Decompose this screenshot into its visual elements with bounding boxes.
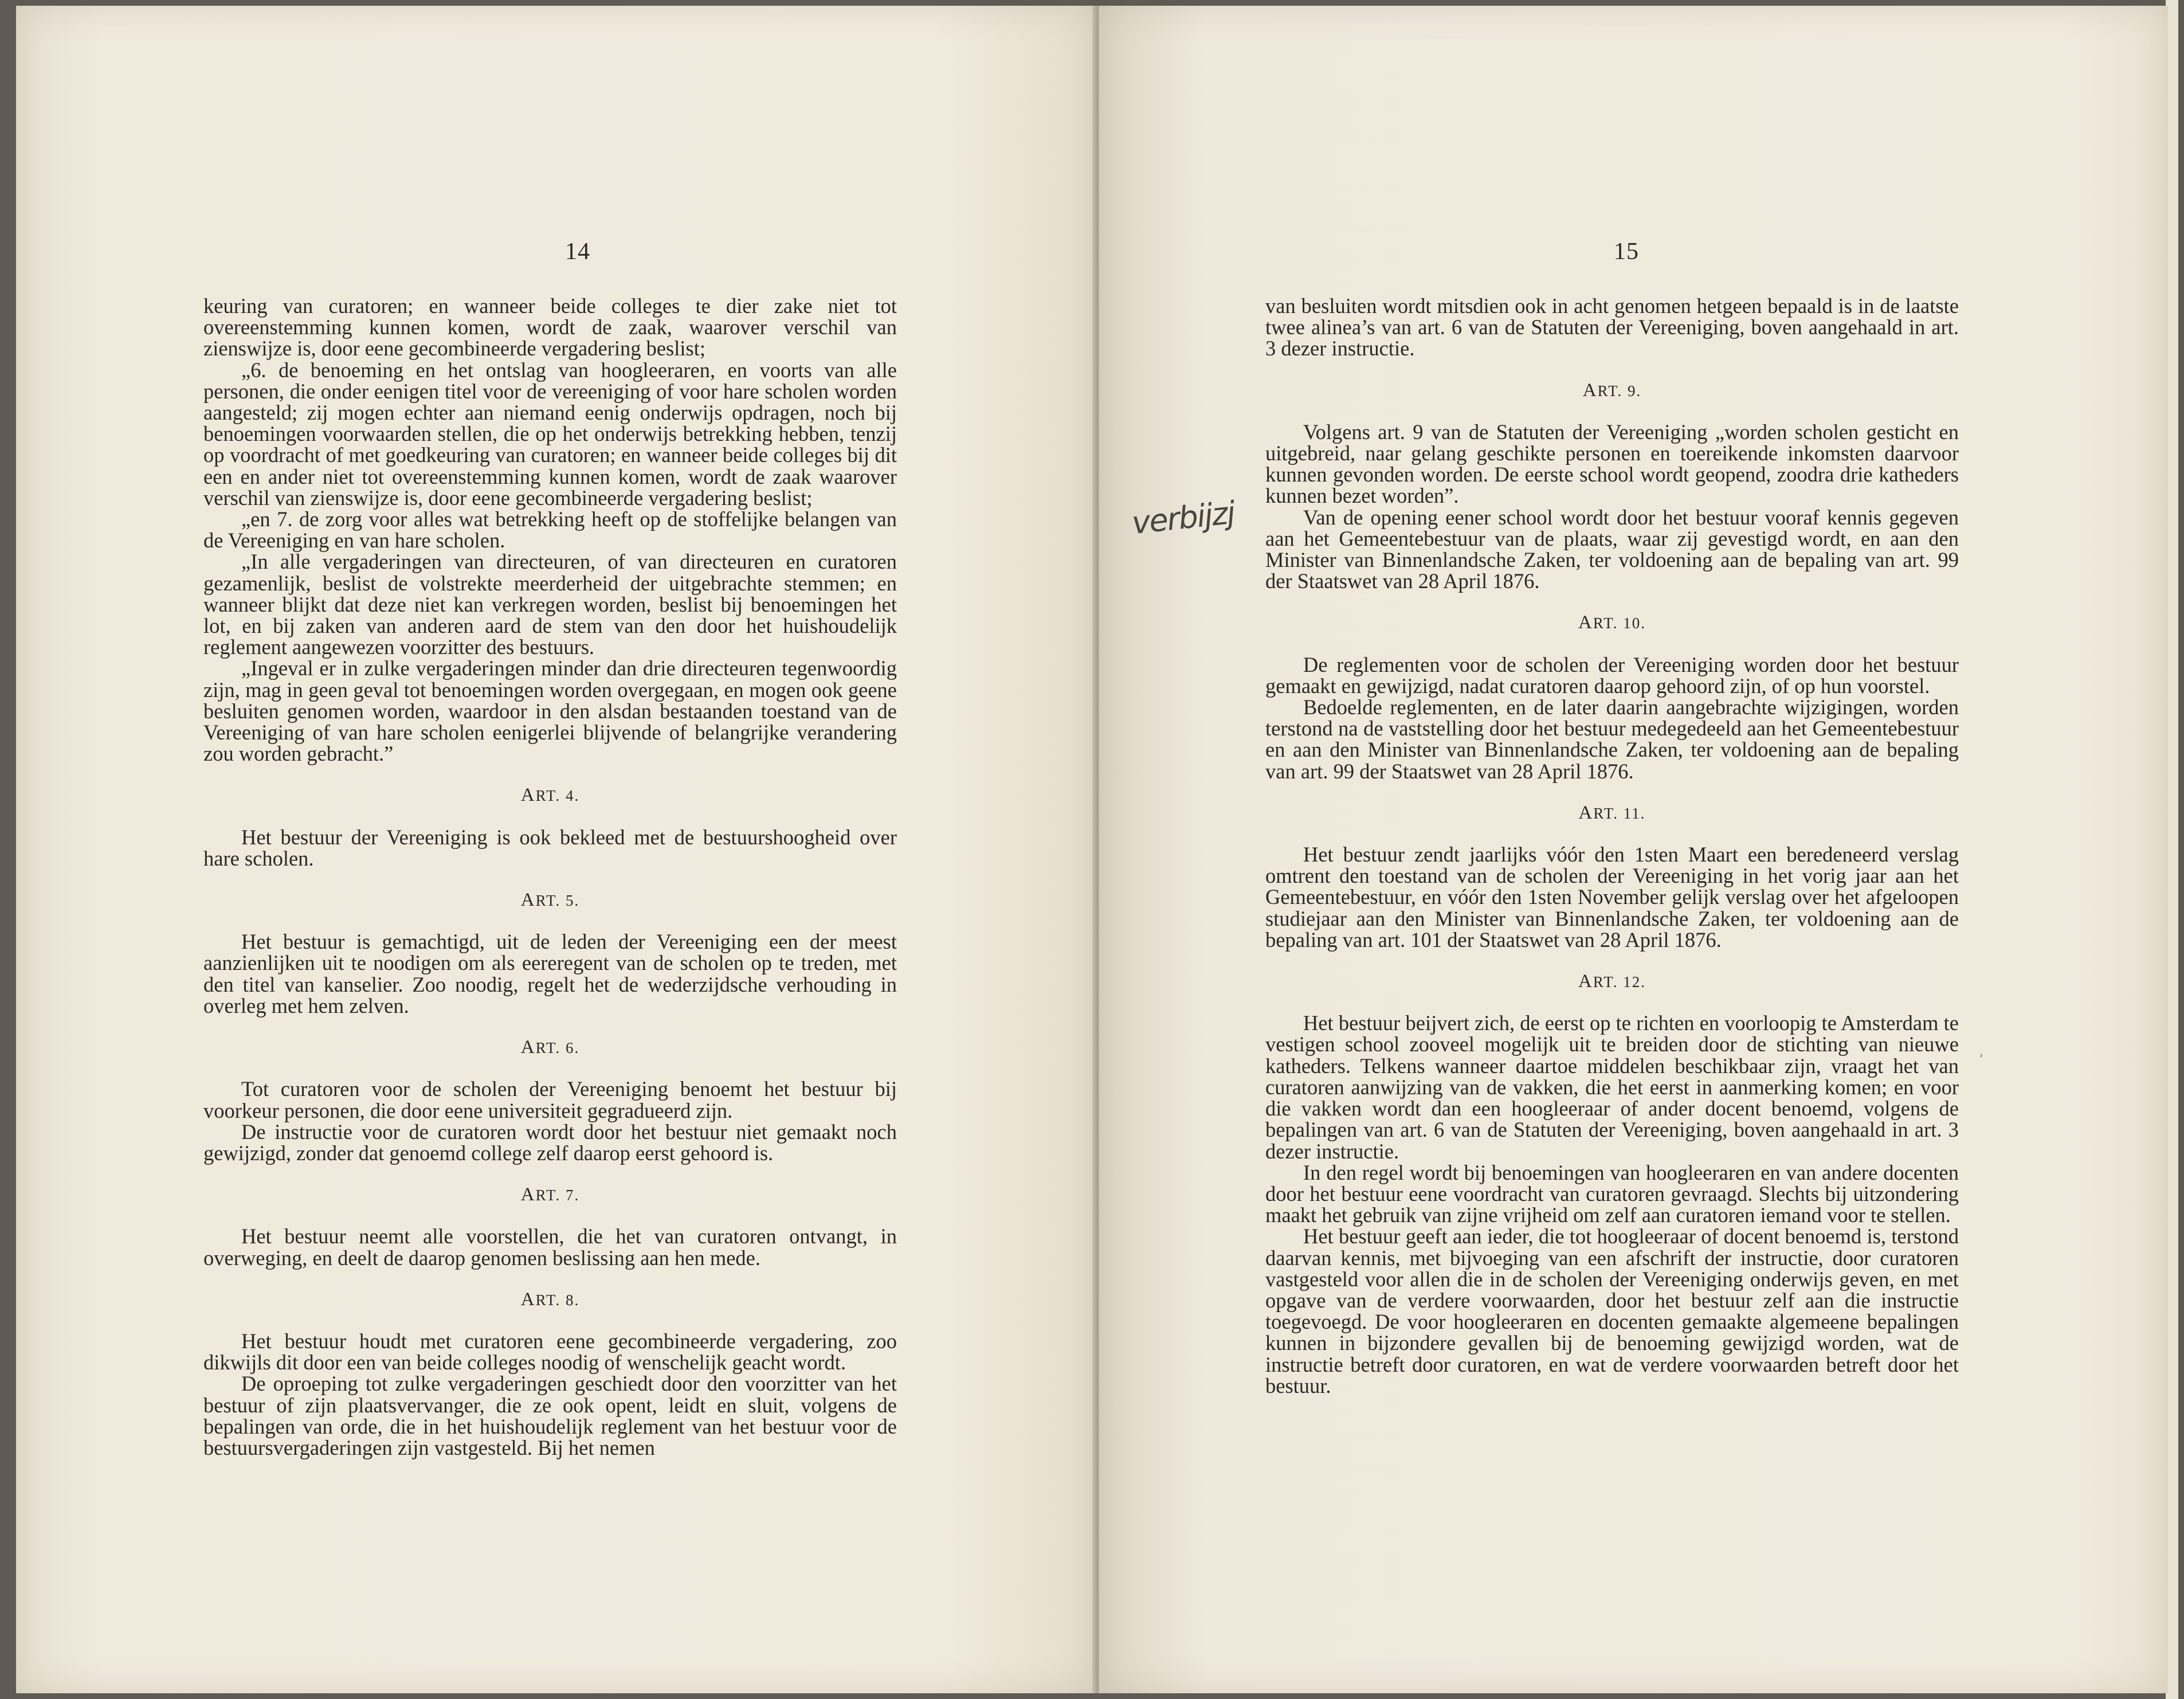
article-heading (203, 890, 897, 911)
article-heading-rest: RT. 6. (535, 1039, 580, 1057)
article-heading-initial: A (1578, 612, 1593, 633)
paragraph: „6. de benoeming en het ontslag van hoogleeraren, en voorts van alle personen, die onder eenigen titel voor de vereeniging of voor hare scholen worden aangesteld; zij mogen echter aan niemand eenig onderwijs opdragen, noch bij benoemingen voorwaarden stellen, die op het onderwijs betrekking hebben, tenzij op voordracht of met goedkeuring van curatoren; en wanneer beide colleges bij dit een en ander niet tot overeenstemming kunnen komen, wordt de zaak waarover verschil van zienswijze is, door eene gecombineerde vergadering beslist; (203, 358, 897, 510)
article-heading-rest: RT. 4. (535, 787, 580, 805)
page-number: 15 (1614, 238, 1639, 265)
paragraph: De oproeping tot zulke vergaderingen geschiedt door den voorzitter van het bestuur of zijn plaatsvervanger, die ze ook opent, leidt en sluit, volgens de bepalingen van orde, die in het huishoudelijk reglement van het bestuur voor de bestuursvergaderingen zijn vastgesteld. Bij het nemen (203, 1372, 897, 1459)
paragraph: Tot curatoren voor de scholen der Vereeniging benoemt het bestuur bij voorkeur personen, die door eene universiteit gegradueerd zijn. (203, 1077, 897, 1122)
right-page-text (1265, 295, 1959, 1396)
article-heading-rest: RT. 9. (1597, 382, 1642, 400)
right-page (1099, 6, 2168, 1693)
article-heading-rest: RT. 10. (1593, 614, 1646, 632)
article-heading-initial: A (1582, 379, 1598, 401)
article-heading-initial: A (520, 890, 536, 911)
article-heading (1265, 971, 1959, 993)
article-heading-rest: RT. 11. (1593, 804, 1646, 822)
paragraph: In den regel wordt bij benoemingen van hoogleeraren en van andere docenten door het bestuur eene voordracht van curatoren gevraagd. Slechts bij uitzondering maakt het gebruik van zijne vrijheid om zelf aan curatoren iemand voor te stellen. (1265, 1160, 1959, 1227)
article-heading (1265, 612, 1959, 634)
article-heading-rest: RT. 7. (535, 1187, 580, 1204)
article-heading-rest: RT. 8. (535, 1291, 580, 1309)
article-heading-initial: A (520, 785, 536, 806)
paragraph: Van de opening eener school wordt door het bestuur vooraf kennis gegeven aan het Gemeentebestuur van de plaats, waar zij gevestigd wordt, en aan den Minister van Binnenlandsche Zaken, ter voldoening aan de bepaling van art. 99 der Staatswet van 28 April 1876. (1265, 505, 1959, 593)
paragraph: Bedoelde reglementen, en de later daarin aangebrachte wijzigingen, worden terstond na de vaststelling door het bestuur medegedeeld aan het Gemeentebestuur en aan den Minister van Binnenlandsche Zaken, ter voldoening aan de bepaling van art. 99 der Staatswet van 28 April 1876. (1265, 695, 1959, 783)
pencil-mark: ˒ (1978, 1043, 1984, 1062)
paragraph: „en 7. de zorg voor alles wat betrekking heeft op de stoffelijke belangen van de Vereeniging en van hare scholen. (203, 507, 897, 553)
page-number: 14 (565, 238, 590, 265)
paragraph: Het bestuur neemt alle voorstellen, die het van curatoren ontvangt, in overweging, en deelt de daarop genomen beslissing aan hen mede. (203, 1224, 897, 1270)
article-heading (203, 1037, 897, 1059)
left-page-text (203, 295, 897, 1458)
article-heading-initial: A (520, 1184, 536, 1205)
paragraph: Volgens art. 9 van de Statuten der Vereeniging „worden scholen gesticht en uitgebreid, naar gelang geschikte personen en toereikende inkomsten daarvoor kunnen gevonden worden. De eerste school wordt geopend, zoodra drie katheders kunnen bezet worden”. (1265, 420, 1959, 508)
article-heading-initial: A (1578, 802, 1594, 823)
left-page (16, 6, 1096, 1693)
article-heading-initial: A (1578, 971, 1593, 992)
paragraph: De reglementen voor de scholen der Vereeniging worden door het bestuur gemaakt en gewijzigd, nadat curatoren daarop gehoord zijn, of op hun voorstel. (1265, 652, 1959, 698)
paragraph: Het bestuur is gemachtigd, uit de leden der Vereeniging een der meest aanzienlijken uit te noodigen om als eereregent van de scholen op te treden, met den titel van kanselier. Zoo noodig, regelt het de wederzijdsche verhouding in overleg met hem zelven. (203, 930, 897, 1017)
paragraph: „In alle vergaderingen van directeuren, of van directeuren en curatoren gezamenlijk, beslist de volstrekte meerderheid der uitgebrachte stemmen; en wanneer blijkt dat deze niet kan verkregen worden, beslist bij benoemingen het lot, en bij zaken van anderen aard de stem van den door het huishoudelijk reglement aangewezen voorzitter des bestuurs. (203, 550, 897, 659)
paragraph: van besluiten wordt mitsdien ook in acht genomen hetgeen bepaald is in de laatste twee alinea’s van art. 6 van de Statuten der Vereeniging, boven aangehaald in art. 3 dezer instructie. (1265, 294, 1959, 361)
paragraph: Het bestuur houdt met curatoren eene gecombineerde vergadering, zoo dikwijls dit door een van beide colleges noodig of wenschelijk geacht wordt. (203, 1329, 897, 1375)
article-heading-initial: A (520, 1037, 536, 1058)
paragraph: Het bestuur der Vereeniging is ook bekleed met de bestuurshoogheid over hare scholen. (203, 825, 897, 870)
paragraph: Het bestuur geeft aan ieder, die tot hoogleeraar of docent benoemd is, terstond daarvan kennis, met bijvoeging van een afschrift der instructie, door curatoren vastgesteld voor allen die in de scholen der Vereeniging onderwijs geven, en met opgave van de verdere voorwaarden, door het bestuur zelf aan die instructie toegevoegd. De voor hoogleeraren en docenten gemaakte algemeene bepalingen kunnen in bijzondere gevallen bij de benoeming gewijzigd worden, wat de instructie betreft door curatoren, en wat de verdere voorwaarden betreft door het bestuur. (1265, 1224, 1959, 1397)
article-heading-initial: A (520, 1289, 536, 1310)
article-heading (203, 1289, 897, 1311)
handwritten-margin-note: verbijzj (1130, 494, 1236, 542)
article-heading-rest: RT. 5. (535, 892, 580, 910)
paragraph: De instructie voor de curatoren wordt door het bestuur niet gemaakt noch gewijzigd, zonder dat genoemd college zelf daarop eerst gehoord is. (203, 1119, 897, 1165)
article-heading-rest: RT. 12. (1593, 973, 1646, 991)
paragraph: „Ingeval er in zulke vergaderingen minder dan drie directeuren tegenwoordig zijn, mag in geen geval tot benoemingen worden overgegaan, en mogen ook geene besluiten genomen worden, waardoor in den alsdan bestaanden toestand van de Vereeniging of van hare scholen eenigerlei blijvende of belangrijke verandering zou worden gebracht.” (203, 656, 897, 766)
paragraph: Het bestuur beijvert zich, de eerst op te richten en voorloopig te Amsterdam te vestigen school zooveel mogelijk uit te breiden door de stichting van nieuwe katheders. Telkens wanneer daartoe middelen beschikbaar zijn, vraagt het van curatoren aanwijzing van de vakken, die het eerst in aanmerking komen; en voor die vakken wordt dan een hoogleeraar of ander docent benoemd, volgens de bepalingen van art. 6 van de Statuten der Vereeniging, boven aangehaald in art. 3 dezer instructie. (1265, 1011, 1959, 1163)
paragraph: keuring van curatoren; en wanneer beide colleges te dier zake niet tot overeenstemming kunnen komen, wordt de zaak, waarover verschil van zienswijze is, door eene gecombineerde vergadering beslist; (203, 294, 897, 361)
article-heading (1265, 802, 1959, 824)
article-heading (203, 785, 897, 807)
paragraph: Het bestuur zendt jaarlijks vóór den 1sten Maart een beredeneerd verslag omtrent den toestand van de scholen der Vereeniging in het vorig jaar aan het Gemeentebestuur, en vóór den 1sten November gelijk verslag over het afgeloopen studiejaar aan den Minister van Binnenlandsche Zaken, ter voldoening aan de bepaling van art. 101 der Staatswet van 28 April 1876. (1265, 843, 1959, 952)
article-heading (203, 1184, 897, 1206)
article-heading (1265, 380, 1959, 402)
